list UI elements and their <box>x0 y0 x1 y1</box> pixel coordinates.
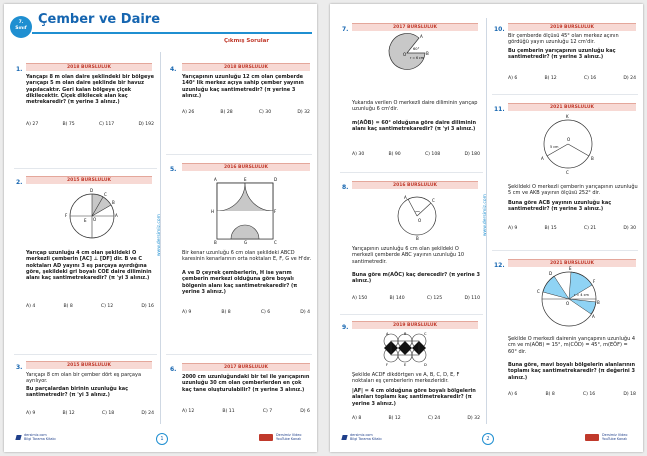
choice-b[interactable]: B) 11 <box>222 409 235 414</box>
question-number: 4. <box>170 66 177 73</box>
brand-logo-icon <box>15 435 21 440</box>
label-a: A <box>214 177 217 182</box>
label-c: C <box>424 332 427 336</box>
question-number: 5. <box>170 166 177 173</box>
footer-video[interactable]: Dersimiz Video YouTube Kanalı <box>276 433 302 441</box>
question-bold: |AF| = 4 cm olduğuna göre boyalı bölgelerin alanları toplamı kaç santimetrekaredir? (π yerine 3 alınız.) <box>352 388 476 407</box>
question-divider <box>14 168 157 169</box>
label-c: C <box>432 198 435 203</box>
label-a: A <box>592 314 595 319</box>
question-number: 3. <box>16 364 23 371</box>
choice-a[interactable]: A) 26 <box>182 110 195 115</box>
page-2 <box>330 4 643 452</box>
choice-c[interactable]: C) 30 <box>258 110 272 115</box>
exam-tag: 2021 BURSLULUK <box>508 259 636 267</box>
question-divider <box>166 154 312 155</box>
choice-d[interactable]: D) 24 <box>623 76 636 81</box>
label-d: D <box>549 271 553 276</box>
answer-choices <box>508 226 636 231</box>
question-text: 2000 cm uzunluğundaki bir tel ile yarıçapının uzunluğu 30 cm olan çemberlerden en çok kaç tane oluşturulabilir? (π yerine 3 alınız.) <box>182 374 310 393</box>
label-e: E <box>569 266 572 271</box>
question-text: Yançapı 8 m olan daire şeklindeki bir bölgeye yarıçapı 5 m olan daire şeklinde bir havuz yapılacaktır. Geri kalan bölgeye çiçek dikilecektir. Çiçek dikilecek alan kaç metrekaredir? (π yerine 3 alınız.) <box>26 74 155 106</box>
question-number: 9. <box>342 324 349 331</box>
answer-choices <box>352 416 480 421</box>
answer-choices <box>26 304 154 309</box>
label-b: B <box>404 332 407 336</box>
choice-c[interactable]: C) 24 <box>427 416 441 421</box>
choice-b[interactable]: B) 12 <box>62 411 75 416</box>
label-f: F <box>386 363 389 367</box>
choice-b[interactable]: B) 12 <box>544 76 557 81</box>
choice-b[interactable]: B) 8 <box>221 310 231 315</box>
label-radius: 5 cm <box>550 145 559 149</box>
label-o: O <box>418 218 422 223</box>
label-radius: r = 6 cm <box>410 56 424 60</box>
question-divider <box>340 314 483 315</box>
exam-tag: 2019 BURSLULUK <box>352 321 478 329</box>
circle-figure-q8 <box>392 194 442 241</box>
choice-b[interactable]: B) 15 <box>544 226 557 231</box>
choice-d[interactable]: D) 16 <box>141 304 154 309</box>
label-d: D <box>424 363 427 367</box>
answer-choices <box>352 296 480 301</box>
brand-logo-icon <box>341 435 347 440</box>
choice-d[interactable]: D) 180 <box>464 152 480 157</box>
choice-b[interactable]: B) 90 <box>388 152 401 157</box>
answer-choices <box>508 76 636 81</box>
sector-figure-q7 <box>385 34 435 74</box>
question-bold: Bu çemberin yarıçapının uzunluğu kaç santimetredir? (π yerine 3 alınız.) <box>508 48 616 61</box>
label-b: B <box>426 51 429 56</box>
choice-c[interactable]: C) 12 <box>100 304 114 309</box>
choice-a[interactable]: A) 6 <box>508 76 518 81</box>
footer-video[interactable]: Dersimiz Video YouTube Kanalı <box>602 433 628 441</box>
choice-d[interactable]: D) 6 <box>300 409 310 414</box>
exam-tag: 2019 BURSLULUK <box>508 23 636 31</box>
question-divider <box>14 354 157 355</box>
page-subtitle: Çıkmış Sorular <box>224 38 270 44</box>
header-rule <box>32 32 312 34</box>
page-footer <box>330 428 643 452</box>
label-o: O <box>403 52 407 57</box>
question-text: Yarıçapının uzunluğu 12 cm olan çemberde 140° lik merkez açıya sahip çember yayının uzunluğu kaç santimetredir? (π yerine 3 alınız.) <box>182 74 304 99</box>
label-d: D <box>274 177 278 182</box>
answer-choices <box>352 152 480 157</box>
label-c: C <box>566 170 569 175</box>
label-b: B <box>591 156 594 161</box>
circle-figure-q2 <box>64 190 134 246</box>
square-figure-q5 <box>211 177 280 245</box>
question-text: Şekildeki O merkezli çemberin yarıçapının uzunluğu 5 cm ve AKB yayının ölçüsü 252° dir. <box>508 184 638 197</box>
question-divider <box>340 172 483 173</box>
page-number: 2 <box>482 433 494 445</box>
question-bold: Buna göre m(AÔC) kaç derecedir? (π yerine 3 alınız.) <box>352 272 480 285</box>
label-f: F <box>593 279 596 284</box>
page-1 <box>4 4 317 452</box>
question-text: Bir çemberde ölçüsü 45° olan merkez açının gördüğü yayın uzunluğu 12 cm'dir. <box>508 33 619 46</box>
question-bold: m(AÔB) = 60° olduğuna göre daire diliminin alanı kaç santimetrekaredir? (π 'yi 3 alınız.) <box>352 120 477 133</box>
page-number: 1 <box>156 433 168 445</box>
pie-figure-q12 <box>534 268 604 330</box>
choice-d[interactable]: D) 110 <box>464 296 480 301</box>
label-g: G <box>244 240 248 245</box>
grade-badge: 7. Sınıf <box>10 16 32 38</box>
answer-choices <box>26 122 154 127</box>
choice-b[interactable]: B) 75 <box>62 122 75 127</box>
label-a: A <box>386 332 389 336</box>
choice-c[interactable]: C) 18 <box>101 411 115 416</box>
choice-a[interactable]: A) 4 <box>26 304 36 309</box>
exam-tag: 2016 BURSLULUK <box>182 163 310 171</box>
label-c: C <box>537 289 540 294</box>
question-text: Yukarıda verilen O merkezli daire diliminin yarıçap uzunluğu 6 cm'dir. <box>352 100 478 113</box>
choice-b[interactable]: B) 8 <box>545 392 555 397</box>
choice-a[interactable]: A) 30 <box>352 152 365 157</box>
label-c: C <box>104 192 107 197</box>
label-h: H <box>211 209 215 214</box>
label-c: C <box>274 240 277 245</box>
exam-tag: 2018 BURSLULUK <box>182 63 310 71</box>
question-number: 7. <box>342 26 349 33</box>
choice-c[interactable]: C) 7 <box>262 409 273 414</box>
choice-a[interactable]: A) 9 <box>182 310 192 315</box>
choice-c[interactable]: C) 16 <box>582 392 596 397</box>
page-title: Çember ve Daire <box>38 12 161 27</box>
question-number: 12. <box>494 262 505 269</box>
label-e: E <box>84 218 87 223</box>
choice-c[interactable]: C) 6 <box>260 310 271 315</box>
choice-d[interactable]: D) 32 <box>297 110 310 115</box>
exam-tag: 2017 BURSLULUK <box>182 363 310 371</box>
side-url: www.dersimiz.com <box>483 194 488 237</box>
video-play-icon[interactable] <box>259 434 273 441</box>
choice-b[interactable]: B) 28 <box>220 110 233 115</box>
label-o: O <box>566 301 570 306</box>
question-divider <box>492 94 638 95</box>
label-o: O <box>567 137 571 142</box>
answer-choices <box>182 310 310 315</box>
question-bold: Bu parçalardan birinin uzunluğu kaç santimetredir? (π 'yi 3 alınız.) <box>26 386 129 399</box>
video-play-icon[interactable] <box>585 434 599 441</box>
choice-c[interactable]: C) 117 <box>98 122 115 127</box>
question-bold: A ve D çeyrek çemberlerin, H ise yarım çemberin merkezi olduğuna göre boyalı bölgenin alanı kaç santimetrekaredir? (π yerine 3 alınız.) <box>182 270 298 295</box>
footer-brand: dersimiz.com Bilgi Tarama Kitabı <box>24 433 56 441</box>
question-text: Bir kenar uzunluğu 6 cm olan şekildeki ABCD karesinin kenarlarının orta noktaları E, F, G ve H'dır. <box>182 250 312 263</box>
question-number: 1. <box>16 66 23 73</box>
page-header <box>4 4 317 50</box>
label-a: A <box>115 213 118 218</box>
label-b: B <box>214 240 217 245</box>
footer-brand: dersimiz.com Bilgi Tarama Kitabı <box>350 433 382 441</box>
question-divider <box>166 354 312 355</box>
exam-tag: 2015 BURSLULUK <box>26 176 152 184</box>
label-a: A <box>404 195 407 200</box>
label-a: A <box>541 156 544 161</box>
question-number: 2. <box>16 179 23 186</box>
label-a: A <box>420 34 423 39</box>
exam-tag: 2016 BURSLULUK <box>352 181 478 189</box>
choice-c[interactable]: C) 16 <box>583 76 597 81</box>
label-f: F <box>65 213 68 218</box>
question-text: Yarıçapının uzunluğu 6 cm olan şekildeki O merkezli çemberde ABC yayının uzunluğu 10 santimetredir. <box>352 246 465 265</box>
label-radius: r = 4 cm <box>574 293 589 297</box>
choice-a[interactable]: A) 150 <box>352 296 368 301</box>
label-f: F <box>274 209 277 214</box>
label-angle: 60° <box>413 47 420 51</box>
question-divider <box>492 250 638 251</box>
question-text: Şekilde O merkezli dairenin yarıçapının uzunluğu 4 cm ve m(AÔB) = 15°, m(CÔD) = 45°, m(EÔF) = 60° dir. <box>508 336 636 355</box>
label-b: B <box>597 300 600 305</box>
question-number: 10. <box>494 26 505 33</box>
choice-d[interactable]: D) 32 <box>467 416 480 421</box>
label-o: O <box>93 217 97 222</box>
question-text: Yarıçapı 8 cm olan bir çember dört eş parçaya ayrılıyor. <box>26 372 142 385</box>
question-text: Şekilde ACDF dikdörtgen ve A, B, C, D, E, F noktaları eş çemberlerin merkezleridir. <box>352 372 460 385</box>
exam-tag: 2015 BURSLULUK <box>26 361 152 369</box>
choice-c[interactable]: C) 108 <box>424 152 441 157</box>
choice-b[interactable]: B) 8 <box>63 304 73 309</box>
label-b: B <box>416 236 419 241</box>
answer-choices <box>508 392 636 397</box>
choice-c[interactable]: C) 125 <box>426 296 443 301</box>
page-footer <box>4 428 317 452</box>
label-k: K <box>566 114 569 119</box>
exam-tag: 2018 BURSLULUK <box>26 63 152 71</box>
question-number: 11. <box>494 106 505 113</box>
exam-tag: 2017 BURSLULUK <box>352 23 478 31</box>
question-text: Yarıçap uzunluğu 4 cm olan şekildeki O merkezli çemberin [AC] ⊥ [DF] dir. B ve C noktaları AD yayını 3 eş parçaya ayırdığına göre, şekildeki gri boyalı COE daire diliminin alanı kaç santimetrekaredir? (π 'yi 3 alınız.) <box>26 250 152 282</box>
choice-b[interactable]: B) 140 <box>389 296 405 301</box>
choice-d[interactable]: D) 18 <box>623 392 636 397</box>
choice-d[interactable]: D) 4 <box>300 310 310 315</box>
answer-choices <box>182 409 310 414</box>
choice-a[interactable]: A) 6 <box>508 392 518 397</box>
choice-a[interactable]: A) 9 <box>26 411 36 416</box>
label-b: B <box>112 200 115 205</box>
side-url: www.dersimiz.com <box>157 214 162 257</box>
choice-b[interactable]: B) 12 <box>388 416 401 421</box>
label-d: D <box>90 188 94 193</box>
shaded-sector <box>92 194 111 216</box>
choice-a[interactable]: A) 9 <box>508 226 518 231</box>
answer-choices <box>182 110 310 115</box>
answer-choices <box>26 411 154 416</box>
choice-a[interactable]: A) 12 <box>182 409 195 414</box>
choice-c[interactable]: C) 21 <box>583 226 597 231</box>
exam-tag: 2021 BURSLULUK <box>508 103 636 111</box>
choice-d[interactable]: D) 30 <box>623 226 636 231</box>
circle-figure-q11 <box>538 114 598 175</box>
choice-a[interactable]: A) 8 <box>352 416 362 421</box>
label-e: E <box>404 363 407 367</box>
question-bold: Buna göre, mavi boyalı bölgelerin alanlarının toplamı kaç santimetrekaredir? (π değerini 3 alınız.) <box>508 362 636 381</box>
question-bold: Buna göre ACB yayının uzunluğu kaç santimetredir? (π yerine 3 alınız.) <box>508 200 612 213</box>
label-e: E <box>244 177 247 182</box>
question-number: 8. <box>342 184 349 191</box>
choice-a[interactable]: A) 27 <box>26 122 39 127</box>
circles-figure-q9 <box>378 331 436 369</box>
choice-d[interactable]: D) 24 <box>141 411 154 416</box>
question-number: 6. <box>170 366 177 373</box>
choice-d[interactable]: D) 192 <box>138 122 154 127</box>
